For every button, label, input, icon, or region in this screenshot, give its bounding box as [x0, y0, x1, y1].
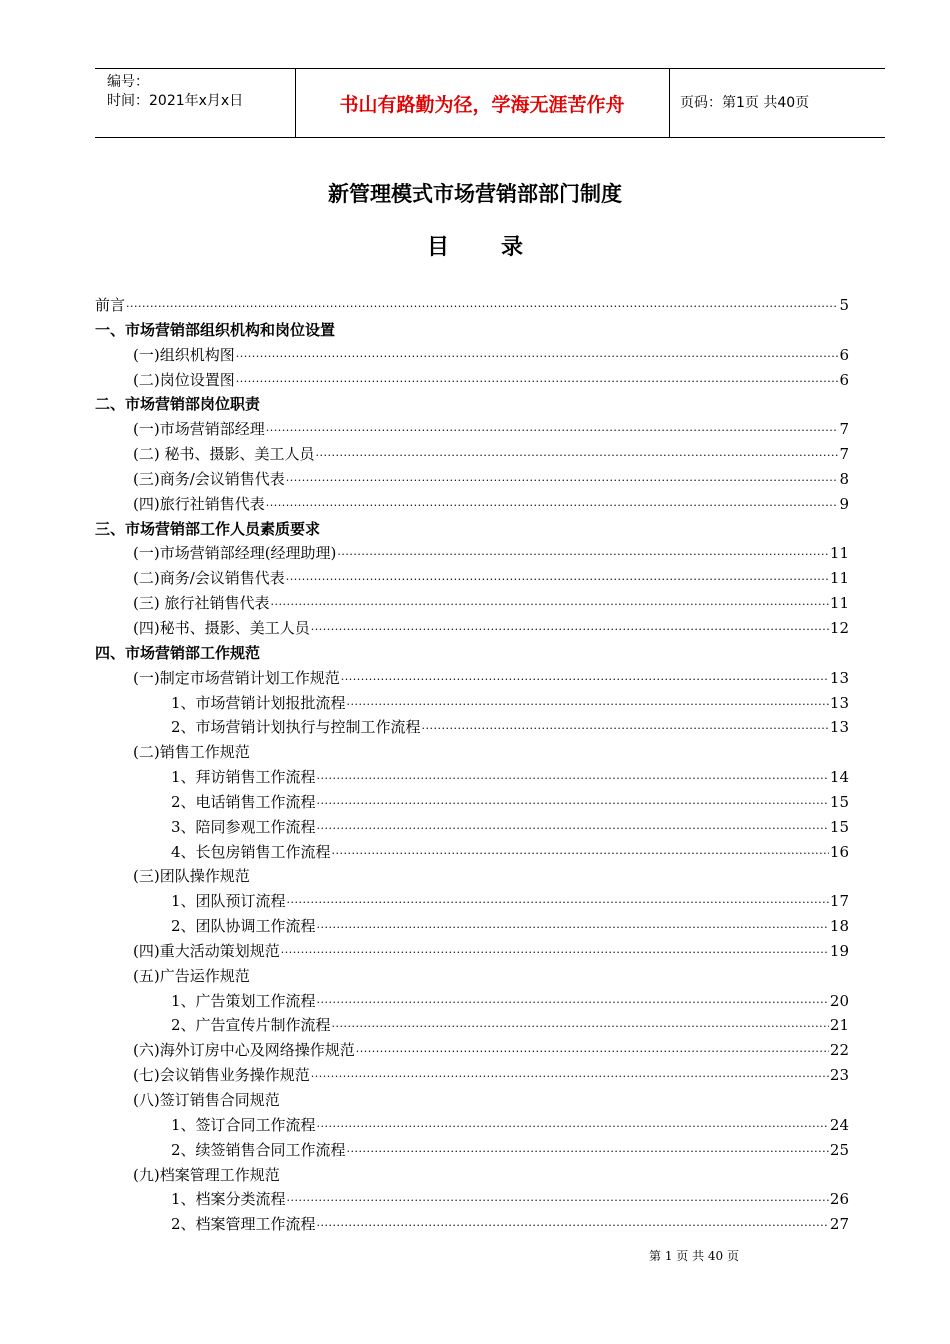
header-page-cell — [670, 69, 885, 137]
toc-dot-leader — [266, 424, 839, 437]
toc-dot-leader — [126, 300, 838, 313]
toc-entry-label: (二)销售工作规范 — [133, 743, 250, 762]
toc-dot-leader — [311, 1070, 829, 1083]
toc-dot-leader — [347, 698, 829, 711]
toc-entry[interactable] — [95, 741, 849, 766]
toc-dot-leader — [317, 1219, 829, 1232]
toc-entry-page: 9 — [839, 494, 849, 513]
toc-dot-leader — [236, 375, 839, 388]
toc-dot-leader — [317, 921, 829, 934]
number-label: 编号： — [107, 74, 149, 90]
toc-entry-label: 4、长包房销售工作流程 — [171, 842, 331, 861]
toc-entry-page: 12 — [829, 618, 849, 637]
toc-dot-leader — [286, 474, 839, 487]
toc-dot-leader — [422, 722, 829, 735]
toc-entry[interactable] — [95, 468, 849, 493]
toc-entry[interactable] — [95, 716, 849, 741]
toc-entry-label: 2、档案管理工作流程 — [171, 1215, 316, 1234]
toc-entry[interactable] — [95, 865, 849, 890]
toc-entry[interactable] — [95, 816, 849, 841]
toc-entry[interactable] — [95, 617, 849, 642]
toc-entry-label: (二)岗位设置图 — [133, 370, 235, 389]
toc-entry[interactable] — [95, 940, 849, 965]
toc-entry[interactable] — [95, 1089, 849, 1114]
toc-entry-label: 1、广告策划工作流程 — [171, 991, 316, 1010]
toc-entry-page: 14 — [829, 768, 849, 787]
toc-entry-label: 2、广告宣传片制作流程 — [171, 1016, 331, 1035]
toc-entry-page: 21 — [829, 1016, 849, 1035]
toc-entry[interactable] — [95, 294, 849, 319]
toc-dot-leader — [332, 1020, 829, 1033]
toc-dot-leader — [332, 847, 829, 860]
toc-dot-leader — [347, 1145, 829, 1158]
toc-entry[interactable] — [95, 667, 849, 692]
toc-entry-page: 6 — [839, 370, 849, 389]
toc-entry[interactable] — [95, 791, 849, 816]
toc-entry-label: (一)市场营销部经理(经理助理) — [133, 544, 337, 563]
toc-entry-page: 26 — [829, 1190, 849, 1209]
toc-entry-page: 22 — [829, 1041, 849, 1060]
toc-entry-label: 1、拜访销售工作流程 — [171, 768, 316, 787]
toc-entry-label: 前言 — [95, 296, 126, 314]
toc-entry[interactable] — [95, 1114, 849, 1139]
toc-entry[interactable] — [95, 841, 849, 866]
toc-entry-page: 18 — [829, 917, 849, 936]
toc-entry-label: 四、市场营销部工作规范 — [95, 643, 261, 662]
toc-entry-label: (一)制定市场营销计划工作规范 — [133, 668, 340, 687]
toc-entry-label: (三)商务/会议销售代表 — [133, 469, 285, 488]
toc-entry-label: (七)会议销售业务操作规范 — [133, 1066, 310, 1085]
toc-entry[interactable] — [95, 344, 849, 369]
toc-entry-label: 1、市场营销计划报批流程 — [171, 693, 346, 712]
toc-heading: 目录 — [426, 235, 575, 260]
toc-entry[interactable] — [95, 592, 849, 617]
toc-entry-label: (四)秘书、摄影、美工人员 — [133, 618, 310, 637]
time-label: 时间：2021年x月x日 — [107, 93, 244, 109]
toc-entry-label: 二、市场营销部岗位职责 — [95, 395, 261, 414]
toc-entry-page: 7 — [839, 445, 849, 464]
toc-entry-page: 8 — [839, 469, 849, 488]
toc-entry-label: 三、市场营销部工作人员素质要求 — [95, 519, 321, 538]
toc-dot-leader — [236, 350, 839, 363]
toc-entry-label: (一)组织机构图 — [133, 345, 235, 364]
toc-entry-label: (四)重大活动策划规范 — [133, 941, 280, 960]
toc-entry[interactable] — [95, 518, 849, 543]
toc-entry-label: 一、市场营销部组织机构和岗位设置 — [95, 320, 336, 339]
toc-entry[interactable] — [95, 493, 849, 518]
toc-entry[interactable] — [95, 890, 849, 915]
toc-entry[interactable] — [95, 990, 849, 1015]
toc-entry-label: 3、陪同参观工作流程 — [171, 817, 316, 836]
document-title: 新管理模式市场营销部部门制度 — [328, 182, 622, 206]
toc-entry-page: 13 — [829, 718, 849, 737]
toc-entry-page: 11 — [829, 569, 849, 588]
toc-entry-page: 27 — [829, 1215, 849, 1234]
toc-entry-page: 17 — [829, 892, 849, 911]
toc-entry-label: 1、签订合同工作流程 — [171, 1115, 316, 1134]
toc-entry-page: 11 — [829, 544, 849, 563]
toc-entry[interactable] — [95, 393, 849, 418]
toc-entry-label: (二)商务/会议销售代表 — [133, 569, 285, 588]
toc-dot-leader — [356, 1045, 829, 1058]
toc-entry-page: 25 — [829, 1140, 849, 1159]
toc-entry-label: (三) 旅行社销售代表 — [133, 594, 270, 613]
toc-entry-label: 1、档案分类流程 — [171, 1190, 286, 1209]
toc-entry-page: 24 — [829, 1115, 849, 1134]
toc-entry-page: 5 — [839, 296, 849, 314]
toc-entry[interactable] — [95, 443, 849, 468]
toc-entry[interactable] — [95, 1139, 849, 1164]
toc-entry-label: (六)海外订房中心及网络操作规范 — [133, 1041, 355, 1060]
toc-entry[interactable] — [95, 642, 849, 667]
toc-dot-leader — [266, 499, 839, 512]
toc-entry-label: (五)广告运作规范 — [133, 966, 250, 985]
page-info: 页码：第1页 共40页 — [680, 94, 810, 111]
toc-dot-leader — [337, 548, 828, 561]
toc-dot-leader — [281, 946, 829, 959]
toc-entry[interactable] — [95, 915, 849, 940]
toc-entry-label: (九)档案管理工作规范 — [133, 1165, 280, 1184]
toc-dot-leader — [270, 598, 828, 611]
toc-entry-page: 23 — [829, 1066, 849, 1085]
toc-dot-leader — [311, 623, 829, 636]
page-footer: 第 1 页 共 40 页 — [649, 1249, 739, 1263]
toc-entry-label: 2、市场营销计划执行与控制工作流程 — [171, 718, 421, 737]
toc-entry-label: (二) 秘书、摄影、美工人员 — [133, 445, 315, 464]
table-of-contents — [95, 294, 849, 1238]
toc-entry-label: (八)签订销售合同规范 — [133, 1091, 280, 1109]
toc-entry[interactable] — [95, 1014, 849, 1039]
toc-entry[interactable] — [95, 766, 849, 791]
toc-dot-leader — [317, 996, 829, 1009]
toc-entry-page: 7 — [839, 420, 849, 439]
toc-dot-leader — [287, 1194, 829, 1207]
toc-entry[interactable] — [95, 1164, 849, 1189]
toc-entry[interactable] — [95, 1064, 849, 1089]
toc-entry-label: 2、电话销售工作流程 — [171, 792, 316, 811]
toc-entry-label: 2、续签销售合同工作流程 — [171, 1140, 346, 1159]
toc-entry-page: 15 — [829, 792, 849, 811]
motto: 书山有路勤为径，学海无涯苦作舟 — [339, 93, 625, 116]
toc-entry[interactable] — [95, 1039, 849, 1064]
toc-dot-leader — [287, 896, 829, 909]
toc-entry[interactable] — [95, 1188, 849, 1213]
toc-entry-page: 20 — [829, 991, 849, 1010]
toc-entry[interactable] — [95, 1213, 849, 1238]
header-meta — [95, 69, 296, 137]
toc-entry-page: 6 — [839, 345, 849, 364]
toc-entry-page: 16 — [829, 842, 849, 861]
toc-entry-page: 11 — [829, 594, 849, 613]
toc-entry-page: 15 — [829, 817, 849, 836]
toc-entry-label: 2、团队协调工作流程 — [171, 917, 316, 936]
toc-entry-label: (四)旅行社销售代表 — [133, 494, 265, 513]
toc-entry[interactable] — [95, 965, 849, 990]
toc-dot-leader — [317, 1120, 829, 1133]
toc-dot-leader — [315, 449, 838, 462]
toc-dot-leader — [317, 822, 829, 835]
toc-dot-leader — [286, 573, 829, 586]
toc-dot-leader — [317, 772, 829, 785]
toc-entry[interactable] — [95, 319, 849, 344]
toc-entry-page: 19 — [829, 941, 849, 960]
toc-dot-leader — [341, 673, 829, 686]
toc-entry[interactable] — [95, 418, 849, 443]
toc-entry[interactable] — [95, 542, 849, 567]
page-header — [95, 68, 885, 138]
toc-entry-label: (一)市场营销部经理 — [133, 420, 265, 439]
toc-entry[interactable] — [95, 567, 849, 592]
toc-entry-label: (三)团队操作规范 — [133, 867, 250, 886]
toc-entry-label: 1、团队预订流程 — [171, 892, 286, 911]
toc-dot-leader — [317, 797, 829, 810]
toc-entry[interactable] — [95, 692, 849, 717]
toc-entry-page: 13 — [829, 668, 849, 687]
header-motto-cell — [295, 69, 670, 137]
toc-entry-page: 13 — [829, 693, 849, 712]
toc-entry[interactable] — [95, 369, 849, 394]
